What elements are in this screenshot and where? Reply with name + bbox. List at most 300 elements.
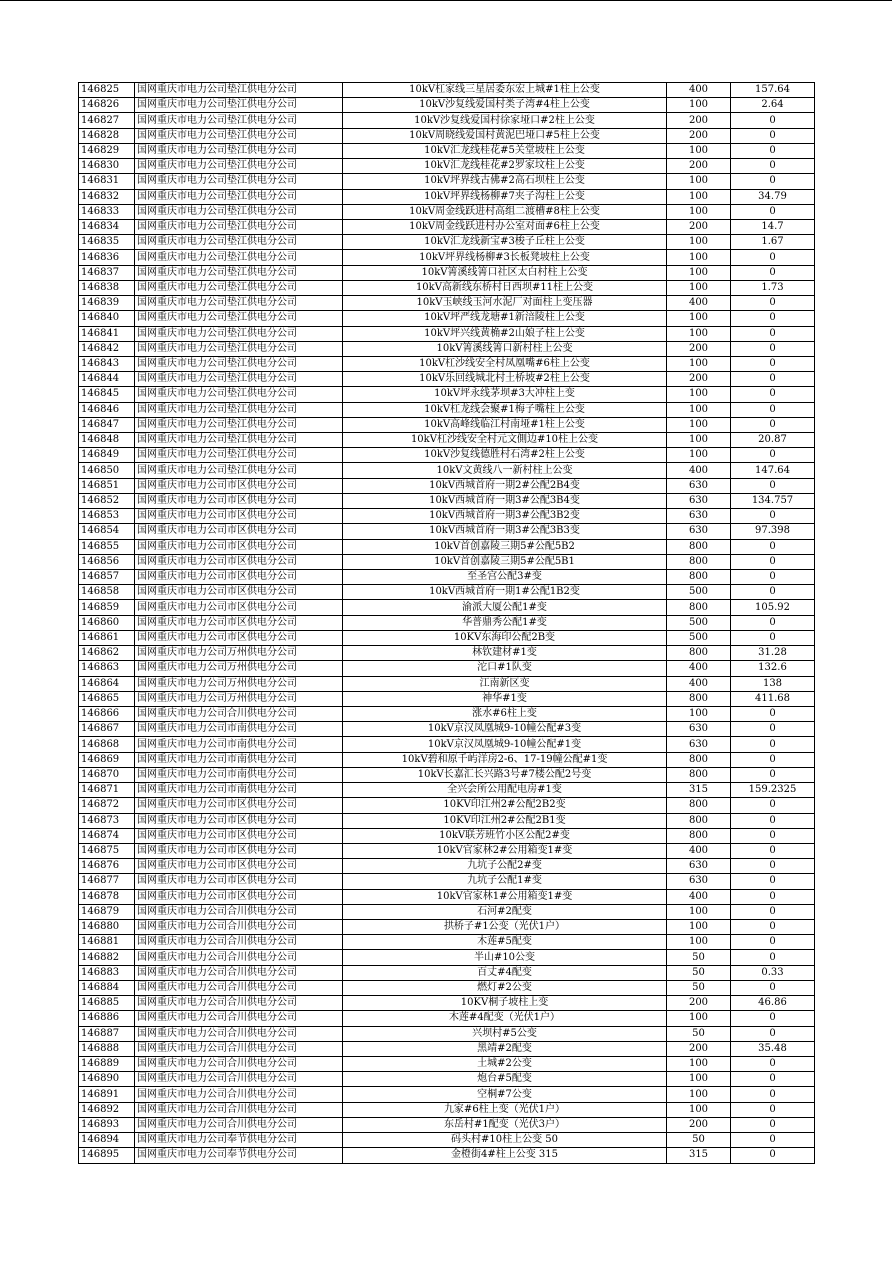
transformer-name-cell: 10kV官家林1#公用箱变1#变 [343,889,667,904]
capacity-cell: 100 [667,706,731,721]
transformer-name-cell: 渝派大厦公配1#变 [343,600,667,615]
transformer-name-cell: 10kV杠家线三星居委东宏上城#1柱上公变 [343,83,667,98]
table-row [79,493,815,508]
transformer-name-cell: 九坑子公配1#变 [343,874,667,889]
record-id-cell: 146885 [79,996,135,1011]
transformer-name-cell: 至圣宫公配3#变 [343,570,667,585]
table-row [79,372,815,387]
company-cell: 国网重庆市电力公司合川供电分公司 [135,1102,343,1117]
capacity-cell: 100 [667,311,731,326]
record-id-cell: 146876 [79,859,135,874]
data-table [78,82,815,1164]
table-row [79,463,815,478]
company-cell: 国网重庆市电力公司合川供电分公司 [135,920,343,935]
transformer-name-cell: 拱桥子#1公变（光伏1户） [343,920,667,935]
table-row [79,280,815,295]
record-id-cell: 146847 [79,417,135,432]
company-cell: 国网重庆市电力公司万州供电分公司 [135,661,343,676]
capacity-cell: 400 [667,83,731,98]
transformer-name-cell: 10kV沙复线德胜村石湾#2柱上公变 [343,448,667,463]
record-id-cell: 146871 [79,783,135,798]
capacity-cell: 100 [667,189,731,204]
record-id-cell: 146895 [79,1148,135,1163]
value-cell: 0 [731,356,815,371]
capacity-cell: 800 [667,646,731,661]
table-row [79,1072,815,1087]
record-id-cell: 146887 [79,1026,135,1041]
transformer-name-cell: 10kV杠龙线会聚#1梅子嘴柱上公变 [343,402,667,417]
record-id-cell: 146874 [79,828,135,843]
value-cell: 0 [731,828,815,843]
record-id-cell: 146878 [79,889,135,904]
record-id-cell: 146854 [79,524,135,539]
record-id-cell: 146873 [79,813,135,828]
company-cell: 国网重庆市电力公司市区供电分公司 [135,630,343,645]
record-id-cell: 146843 [79,356,135,371]
company-cell: 国网重庆市电力公司垫江供电分公司 [135,235,343,250]
record-id-cell: 146861 [79,630,135,645]
transformer-name-cell: 10kV联芳班竹小区公配2#变 [343,828,667,843]
capacity-cell: 630 [667,478,731,493]
capacity-cell: 200 [667,1041,731,1056]
value-cell: 0 [731,539,815,554]
capacity-cell: 800 [667,691,731,706]
value-cell: 0 [731,813,815,828]
value-cell: 411.68 [731,691,815,706]
record-id-cell: 146870 [79,767,135,782]
transformer-name-cell: 10kV西城首府一期3#公配3B2变 [343,509,667,524]
transformer-name-cell: 10kV首创嘉陵三期5#公配5B2 [343,539,667,554]
value-cell: 0 [731,1133,815,1148]
value-cell: 0 [731,448,815,463]
company-cell: 国网重庆市电力公司市区供电分公司 [135,889,343,904]
capacity-cell: 100 [667,98,731,113]
company-cell: 国网重庆市电力公司垫江供电分公司 [135,402,343,417]
transformer-name-cell: 10kV坪界线古佛#2高石坝柱上公变 [343,174,667,189]
transformer-name-cell: 10kV乐回线城北村土桥坡#2柱上公变 [343,372,667,387]
value-cell: 0 [731,509,815,524]
value-cell: 0 [731,630,815,645]
table-row [79,904,815,919]
record-id-cell: 146875 [79,843,135,858]
record-id-cell: 146852 [79,493,135,508]
transformer-name-cell: 10kV京汉凤凰城9-10幢公配#1变 [343,737,667,752]
transformer-name-cell: 10kV沙复线爱国村徐家垭口#2柱上公变 [343,113,667,128]
table-row [79,250,815,265]
value-cell: 0 [731,341,815,356]
record-id-cell: 146838 [79,280,135,295]
record-id-cell: 146877 [79,874,135,889]
capacity-cell: 500 [667,630,731,645]
table-row [79,83,815,98]
transformer-name-cell: 10KV印江州2#公配2B2变 [343,798,667,813]
transformer-name-cell: 江南新区变 [343,676,667,691]
company-cell: 国网重庆市电力公司市区供电分公司 [135,585,343,600]
company-cell: 国网重庆市电力公司垫江供电分公司 [135,356,343,371]
company-cell: 国网重庆市电力公司垫江供电分公司 [135,448,343,463]
capacity-cell: 400 [667,296,731,311]
capacity-cell: 800 [667,539,731,554]
transformer-name-cell: 林钦建材#1变 [343,646,667,661]
value-cell: 0 [731,722,815,737]
record-id-cell: 146857 [79,570,135,585]
company-cell: 国网重庆市电力公司垫江供电分公司 [135,174,343,189]
value-cell: 31.28 [731,646,815,661]
capacity-cell: 630 [667,524,731,539]
transformer-name-cell: 10kV长嘉汇长兴路3号#7楼公配2号变 [343,767,667,782]
company-cell: 国网重庆市电力公司垫江供电分公司 [135,417,343,432]
record-id-cell: 146867 [79,722,135,737]
company-cell: 国网重庆市电力公司合川供电分公司 [135,950,343,965]
company-cell: 国网重庆市电力公司合川供电分公司 [135,904,343,919]
value-cell: 0 [731,859,815,874]
company-cell: 国网重庆市电力公司万州供电分公司 [135,646,343,661]
capacity-cell: 100 [667,174,731,189]
record-id-cell: 146860 [79,615,135,630]
table-row [79,828,815,843]
transformer-name-cell: 10kV杠沙线安全村凤凰嘴#6柱上公变 [343,356,667,371]
transformer-name-cell: 10kV箐溪线箐口新村柱上公变 [343,341,667,356]
value-cell: 0 [731,904,815,919]
value-cell: 138 [731,676,815,691]
company-cell: 国网重庆市电力公司垫江供电分公司 [135,311,343,326]
transformer-name-cell: 炮台#5配变 [343,1072,667,1087]
transformer-name-cell: 全兴会所公用配电房#1变 [343,783,667,798]
value-cell: 0 [731,585,815,600]
transformer-name-cell: 东岳村#1配变（光伏3户） [343,1117,667,1132]
record-id-cell: 146842 [79,341,135,356]
table-row [79,204,815,219]
transformer-name-cell: 10kV坪严线龙塘#1新涪陵柱上公变 [343,311,667,326]
table-row [79,113,815,128]
table-row [79,219,815,234]
capacity-cell: 100 [667,935,731,950]
value-cell: 0 [731,311,815,326]
capacity-cell: 200 [667,372,731,387]
table-row [79,813,815,828]
company-cell: 国网重庆市电力公司垫江供电分公司 [135,250,343,265]
capacity-cell: 100 [667,250,731,265]
table-row [79,1057,815,1072]
value-cell: 134.757 [731,493,815,508]
value-cell: 159.2325 [731,783,815,798]
value-cell: 0 [731,1117,815,1132]
capacity-cell: 630 [667,737,731,752]
record-id-cell: 146846 [79,402,135,417]
table-row [79,767,815,782]
record-id-cell: 146831 [79,174,135,189]
value-cell: 147.64 [731,463,815,478]
company-cell: 国网重庆市电力公司市区供电分公司 [135,828,343,843]
capacity-cell: 200 [667,341,731,356]
table-row [79,980,815,995]
transformer-name-cell: 10kV汇龙线新宝#3梭子丘柱上公变 [343,235,667,250]
transformer-name-cell: 涨水#6柱上变 [343,706,667,721]
capacity-cell: 100 [667,356,731,371]
value-cell: 0 [731,296,815,311]
capacity-cell: 200 [667,159,731,174]
capacity-cell: 200 [667,996,731,1011]
record-id-cell: 146826 [79,98,135,113]
table-row [79,539,815,554]
company-cell: 国网重庆市电力公司市区供电分公司 [135,554,343,569]
transformer-name-cell: 10kV西城首府一期3#公配3B4变 [343,493,667,508]
table-row [79,615,815,630]
table-row [79,600,815,615]
record-id-cell: 146836 [79,250,135,265]
transformer-name-cell: 石河#2配变 [343,904,667,919]
table-row [79,524,815,539]
capacity-cell: 500 [667,585,731,600]
company-cell: 国网重庆市电力公司市区供电分公司 [135,478,343,493]
record-id-cell: 146827 [79,113,135,128]
table-row [79,1026,815,1041]
company-cell: 国网重庆市电力公司市区供电分公司 [135,813,343,828]
value-cell: 0 [731,554,815,569]
capacity-cell: 630 [667,493,731,508]
company-cell: 国网重庆市电力公司市区供电分公司 [135,600,343,615]
company-cell: 国网重庆市电力公司市南供电分公司 [135,737,343,752]
value-cell: 0 [731,143,815,158]
transformer-name-cell: 10kV汇龙线桂花#5关堂坡柱上公变 [343,143,667,158]
value-cell: 1.67 [731,235,815,250]
value-cell: 0 [731,1011,815,1026]
capacity-cell: 100 [667,402,731,417]
capacity-cell: 50 [667,1133,731,1148]
value-cell: 0 [731,615,815,630]
capacity-cell: 100 [667,433,731,448]
table-body [79,83,815,1164]
company-cell: 国网重庆市电力公司垫江供电分公司 [135,341,343,356]
value-cell: 0 [731,387,815,402]
table-row [79,402,815,417]
table-row [79,1087,815,1102]
capacity-cell: 400 [667,661,731,676]
transformer-name-cell: 燃灯#2公变 [343,980,667,995]
capacity-cell: 630 [667,722,731,737]
transformer-name-cell: 10kV坪界线杨柳#7夹子沟柱上公变 [343,189,667,204]
table-row [79,585,815,600]
transformer-name-cell: 百丈#4配变 [343,965,667,980]
table-row [79,128,815,143]
value-cell: 0 [731,326,815,341]
table-row [79,235,815,250]
value-cell: 0 [731,1072,815,1087]
capacity-cell: 100 [667,265,731,280]
value-cell: 0 [731,265,815,280]
transformer-name-cell: 木莲#5配变 [343,935,667,950]
record-id-cell: 146869 [79,752,135,767]
table-row [79,509,815,524]
capacity-cell: 630 [667,874,731,889]
capacity-cell: 100 [667,1057,731,1072]
capacity-cell: 400 [667,676,731,691]
record-id-cell: 146849 [79,448,135,463]
value-cell: 0 [731,798,815,813]
capacity-cell: 50 [667,980,731,995]
value-cell: 0 [731,706,815,721]
capacity-cell: 630 [667,859,731,874]
record-id-cell: 146832 [79,189,135,204]
company-cell: 国网重庆市电力公司合川供电分公司 [135,1011,343,1026]
record-id-cell: 146863 [79,661,135,676]
value-cell: 1.73 [731,280,815,295]
capacity-cell: 630 [667,509,731,524]
table-row [79,570,815,585]
value-cell: 97.398 [731,524,815,539]
company-cell: 国网重庆市电力公司合川供电分公司 [135,935,343,950]
company-cell: 国网重庆市电力公司合川供电分公司 [135,1057,343,1072]
value-cell: 0 [731,159,815,174]
table-row [79,874,815,889]
record-id-cell: 146890 [79,1072,135,1087]
record-id-cell: 146892 [79,1102,135,1117]
transformer-name-cell: 10kV高峰线临江村南垭#1柱上公变 [343,417,667,432]
table-row [79,417,815,432]
table-row [79,783,815,798]
transformer-name-cell: 空桐#7公变 [343,1087,667,1102]
record-id-cell: 146834 [79,219,135,234]
company-cell: 国网重庆市电力公司市南供电分公司 [135,752,343,767]
record-id-cell: 146840 [79,311,135,326]
value-cell: 0 [731,752,815,767]
record-id-cell: 146868 [79,737,135,752]
table-row [79,722,815,737]
record-id-cell: 146833 [79,204,135,219]
transformer-name-cell: 10kV杠沙线安全村元文側边#10柱上公变 [343,433,667,448]
table-row [79,387,815,402]
value-cell: 0 [731,950,815,965]
company-cell: 国网重庆市电力公司市南供电分公司 [135,783,343,798]
company-cell: 国网重庆市电力公司市区供电分公司 [135,539,343,554]
table-row [79,296,815,311]
value-cell: 0 [731,737,815,752]
record-id-cell: 146829 [79,143,135,158]
value-cell: 0 [731,1102,815,1117]
transformer-name-cell: 神华#1变 [343,691,667,706]
record-id-cell: 146848 [79,433,135,448]
capacity-cell: 100 [667,387,731,402]
capacity-cell: 315 [667,1148,731,1163]
company-cell: 国网重庆市电力公司合川供电分公司 [135,706,343,721]
table-row [79,920,815,935]
capacity-cell: 400 [667,843,731,858]
capacity-cell: 800 [667,554,731,569]
transformer-name-cell: 半山#10公变 [343,950,667,965]
capacity-cell: 800 [667,813,731,828]
capacity-cell: 500 [667,615,731,630]
table-row [79,935,815,950]
record-id-cell: 146830 [79,159,135,174]
company-cell: 国网重庆市电力公司垫江供电分公司 [135,128,343,143]
record-id-cell: 146880 [79,920,135,935]
record-id-cell: 146825 [79,83,135,98]
table-row [79,448,815,463]
capacity-cell: 800 [667,767,731,782]
table-row [79,356,815,371]
record-id-cell: 146856 [79,554,135,569]
record-id-cell: 146893 [79,1117,135,1132]
record-id-cell: 146835 [79,235,135,250]
record-id-cell: 146853 [79,509,135,524]
record-id-cell: 146872 [79,798,135,813]
table-row [79,1041,815,1056]
capacity-cell: 50 [667,1026,731,1041]
record-id-cell: 146841 [79,326,135,341]
value-cell: 0 [731,843,815,858]
table-row [79,752,815,767]
transformer-name-cell: 10kV沙复线爱国村类子湾#4柱上公变 [343,98,667,113]
value-cell: 0 [731,250,815,265]
table-row [79,859,815,874]
transformer-name-cell: 沱口#1队变 [343,661,667,676]
transformer-name-cell: 10KV印江州2#公配2B1变 [343,813,667,828]
transformer-name-cell: 10kV周晓线爱国村黄泥巴垭口#5柱上公变 [343,128,667,143]
capacity-cell: 100 [667,326,731,341]
record-id-cell: 146894 [79,1133,135,1148]
company-cell: 国网重庆市电力公司市区供电分公司 [135,524,343,539]
capacity-cell: 800 [667,798,731,813]
company-cell: 国网重庆市电力公司市南供电分公司 [135,767,343,782]
capacity-cell: 100 [667,235,731,250]
table-row [79,798,815,813]
company-cell: 国网重庆市电力公司市区供电分公司 [135,798,343,813]
value-cell: 0 [731,478,815,493]
transformer-name-cell: 码头村#10柱上公变 50 [343,1133,667,1148]
record-id-cell: 146881 [79,935,135,950]
transformer-name-cell: 10kV碧和原千屿洋房2-6、17-19幢公配#1变 [343,752,667,767]
company-cell: 国网重庆市电力公司市区供电分公司 [135,570,343,585]
transformer-name-cell: 10kV文黄线八一新村柱上公变 [343,463,667,478]
company-cell: 国网重庆市电力公司垫江供电分公司 [135,372,343,387]
transformer-name-cell: 10kV高新线东桥村日西坝#11柱上公变 [343,280,667,295]
transformer-name-cell: 10kV官家林2#公用箱变1#变 [343,843,667,858]
record-id-cell: 146855 [79,539,135,554]
value-cell: 0 [731,1026,815,1041]
company-cell: 国网重庆市电力公司合川供电分公司 [135,1041,343,1056]
value-cell: 0 [731,874,815,889]
table-row [79,1102,815,1117]
table-row [79,265,815,280]
company-cell: 国网重庆市电力公司垫江供电分公司 [135,204,343,219]
company-cell: 国网重庆市电力公司垫江供电分公司 [135,113,343,128]
company-cell: 国网重庆市电力公司奉节供电分公司 [135,1148,343,1163]
record-id-cell: 146858 [79,585,135,600]
transformer-name-cell: 兴坝村#5公变 [343,1026,667,1041]
record-id-cell: 146866 [79,706,135,721]
record-id-cell: 146886 [79,1011,135,1026]
table-row [79,326,815,341]
company-cell: 国网重庆市电力公司垫江供电分公司 [135,433,343,448]
record-id-cell: 146889 [79,1057,135,1072]
table-row [79,950,815,965]
transformer-name-cell: 黑靖#2配变 [343,1041,667,1056]
value-cell: 0 [731,402,815,417]
capacity-cell: 50 [667,965,731,980]
capacity-cell: 100 [667,280,731,295]
transformer-name-cell: 10kV坪永线茅坝#3大冲柱上变 [343,387,667,402]
value-cell: 0 [731,1148,815,1163]
record-id-cell: 146891 [79,1087,135,1102]
company-cell: 国网重庆市电力公司垫江供电分公司 [135,296,343,311]
record-id-cell: 146882 [79,950,135,965]
record-id-cell: 146888 [79,1041,135,1056]
table-row [79,965,815,980]
capacity-cell: 50 [667,950,731,965]
capacity-cell: 800 [667,752,731,767]
company-cell: 国网重庆市电力公司市区供电分公司 [135,493,343,508]
record-id-cell: 146837 [79,265,135,280]
